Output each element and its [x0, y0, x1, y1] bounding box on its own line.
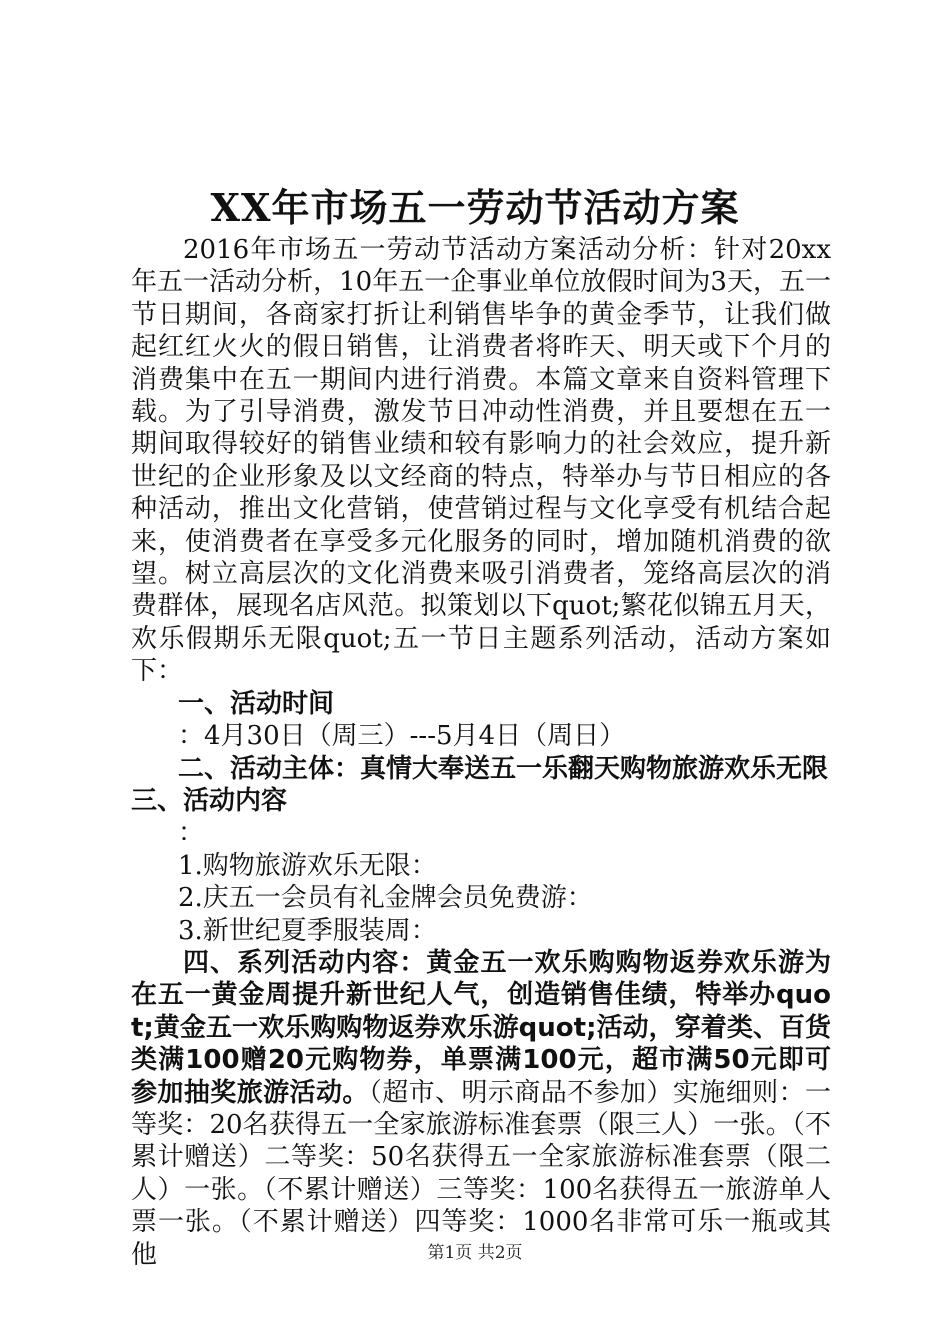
section3-heading: 三、活动内容: [131, 785, 288, 816]
section1-heading: 一、活动时间: [178, 688, 335, 719]
section1-content: ：4月30日（周三）---5月4日（周日）: [178, 721, 626, 752]
list-item: 3.新世纪夏季服装周：: [178, 915, 437, 946]
section4-rest-text: （超市、明示商品不参加）实施细则：一等奖：20名获得五一全家旅游标准套票（限三人）一张。（不累计赠送）二等奖：50名获得五一全家旅游标准套票（限二人）一张。（不累计赠送）三等奖：100名获得五一旅游单人票一张。（不累计赠送）四等奖：1000名非常可乐一瓶或其他: [131, 1077, 831, 1270]
section2-heading: 二、活动主体：真情大奉送五一乐翻天购物旅游欢乐无限: [178, 753, 829, 784]
list-item: 1.购物旅游欢乐无限：: [178, 850, 437, 881]
section4-paragraph: [131, 947, 831, 1271]
document-body: [131, 234, 831, 1271]
section4-bold-text: 四、系列活动内容：黄金五一欢乐购购物返券欢乐游为在五一黄金周提升新世纪人气，创造销售佳绩，特举办quot;黄金五一欢乐购购物返券欢乐游quot;活动，穿着类、百货类满100赠20元购物券，单票满100元，超市满50元即可参加抽奖旅游活动。: [131, 947, 831, 1108]
intro-paragraph: 2016年市场五一劳动节活动方案活动分析：针对20xx年五一活动分析，10年五一企事业单位放假时间为3天，五一节日期间，各商家打折让利销售毕争的黄金季节，让我们做起红红火火的假日销售，让消费者将昨天、明天或下个月的消费集中在五一期间内进行消费。本篇文章来自资料管理下载。为了引导消费，激发节日冲动性消费，并且要想在五一期间取得较好的销售业绩和较有影响力的社会效应，提升新世纪的企业形象及以文经商的特点，特举办与节日相应的各种活动，推出文化营销，使营销过程与文化享受有机结合起来，使消费者在享受多元化服务的同时，增加随机消费的欲望。树立高层次的文化消费来吸引消费者，笼络高层次的消费群体，展现名店风范。拟策划以下quot;繁花似锦五月天，欢乐假期乐无限quot;五一节日主题系列活动，活动方案如下：: [131, 235, 831, 687]
page-footer: 第1页 共2页: [427, 1243, 523, 1263]
section3-colon: ：: [178, 818, 205, 849]
document-title: XX年市场五一劳动节活动方案: [210, 185, 740, 230]
list-item: 2.庆五一会员有礼金牌会员免费游：: [178, 883, 593, 914]
